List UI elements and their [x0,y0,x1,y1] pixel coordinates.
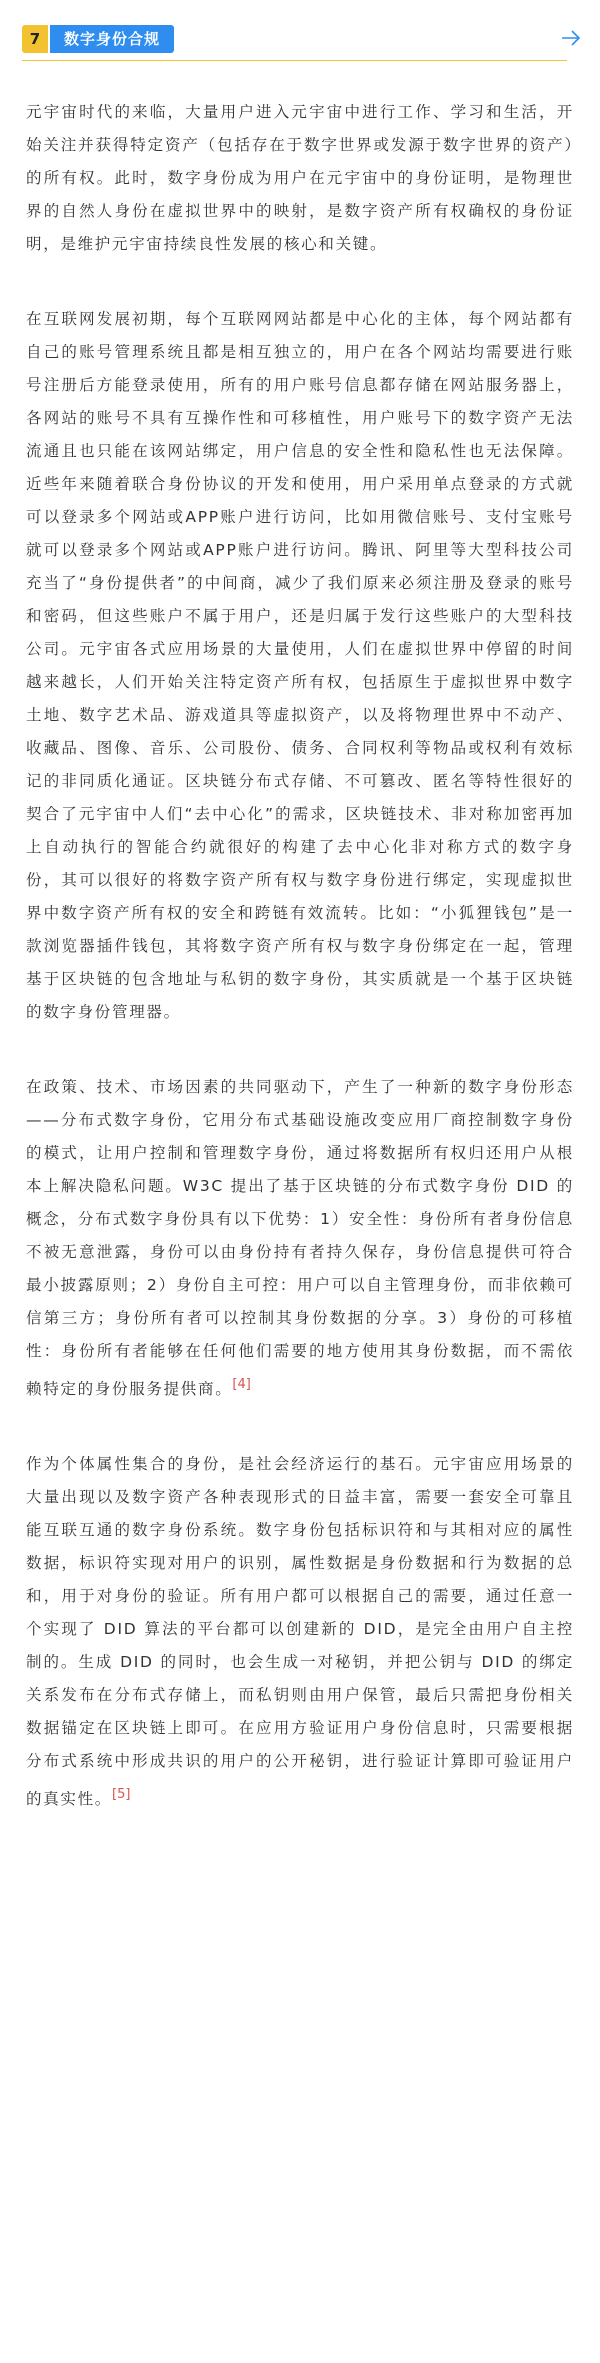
header-divider-line [22,60,567,61]
section-title: 数字身份合规 [50,25,174,53]
section-number-badge: 7 [22,25,48,53]
paragraph-1 [26,96,574,261]
paragraph-text: 在政策、技术、市场因素的共同驱动下，产生了一种新的数字身份形态——分布式数字身份，它用分布式基础设施改变应用厂商控制数字身份的模式，让用户控制和管理数字身份，通过将数据所有权归还用户从根本上解决隐私问题。W3C 提出了基于区块链的分布式数字身份 DID 的概念，分布式数字身份具有以下优势：1）安全性：身份所有者身份信息不被无意泄露，身份可以由身份持有者持久保存，身份信息提供可符合最小披露原则；2）身份自主可控：用户可以自主管理身份，而非依赖可信第三方；身份所有者可以控制其身份数据的分享。3）身份的可移植性：身份所有者能够在任何他们需要的地方使用其身份数据，而不需依赖特定的身份服务提供商。 [26,1078,574,1399]
paragraph-4 [26,1448,574,1816]
section-header [22,20,582,64]
arrow-right-icon[interactable] [560,27,582,49]
paragraph-text: 在互联网发展初期，每个互联网网站都是中心化的主体，每个网站都有自己的账号管理系统且都是相互独立的，用户在各个网站均需要进行账号注册后方能登录使用，所有的用户账号信息都存储在网站服务器上，各网站的账号不具有互操作性和可移植性，用户账号下的数字资产无法流通且也只能在该网站绑定，用户信息的安全性和隐私性也无法保障。近些年来随着联合身份协议的开发和使用，用户采用单点登录的方式就可以登录多个网站或APP账户进行访问，比如用微信账号、支付宝账号就可以登录多个网站或APP账户进行访问。腾讯、阿里等大型科技公司充当了“身份提供者”的中间商，减少了我们原来必须注册及登录的账号和密码，但这些账户不属于用户，还是归属于发行这些账户的大型科技公司。元宇宙各式应用场景的大量使用，人们在虚拟世界中停留的时间越来越长，人们开始关注特定资产所有权，包括原生于虚拟世界中数字土地、数字艺术品、游戏道具等虚拟资产，以及将物理世界中不动产、收藏品、图像、音乐、公司股份、债务、合同权利等物品或权利有效标记的非同质化通证。区块链分布式存储、不可篡改、匿名等特性很好的契合了元宇宙中人们“去中心化”的需求，区块链技术、非对称加密再加上自动执行的智能合约就很好的构建了去中心化非对称方式的数字身份，其可以很好的将数字资产所有权与数字身份进行绑定，实现虚拟世界中数字资产所有权的安全和跨链有效流转。比如：“小狐狸钱包”是一款浏览器插件钱包，其将数字资产所有权与数字身份绑定在一起，管理基于区块链的包含地址与私钥的数字身份，其实质就是一个基于区块链的数字身份管理器。 [26,310,574,1021]
paragraph-text: 作为个体属性集合的身份，是社会经济运行的基石。元宇宙应用场景的大量出现以及数字资产各种表现形式的日益丰富，需要一套安全可靠且能互联互通的数字身份系统。数字身份包括标识符和与其相对应的属性数据，标识符实现对用户的识别，属性数据是身份数据和行为数据的总和，用于对身份的验证。所有用户都可以根据自己的需要，通过任意一个实现了 DID 算法的平台都可以创建新的 DID，是完全由用户自主控制的。生成 DID 的同时，也会生成一对秘钥，并把公钥与 DID 的绑定关系发布在分布式存储上，而私钥则由用户保管，最后只需把身份相关数据锚定在区块链上即可。在应用方验证用户身份信息时，只需要根据分布式系统中形成共识的用户的公开秘钥，进行验证计算即可验证用户的真实性。 [26,1455,574,1809]
paragraph-text: 元宇宙时代的来临，大量用户进入元宇宙中进行工作、学习和生活，开始关注并获得特定资产（包括存在于数字世界或发源于数字世界的资产）的所有权。此时，数字身份成为用户在元宇宙中的身份证明，是物理世界的自然人身份在虚拟世界中的映射，是数字资产所有权确权的身份证明，是维护元宇宙持续良性发展的核心和关键。 [26,103,574,253]
paragraph-3 [26,1071,574,1406]
paragraph-2 [26,303,574,1029]
article-body [26,96,574,1858]
citation-link[interactable]: [5] [112,1787,131,1803]
citation-link[interactable]: [4] [232,1377,251,1392]
